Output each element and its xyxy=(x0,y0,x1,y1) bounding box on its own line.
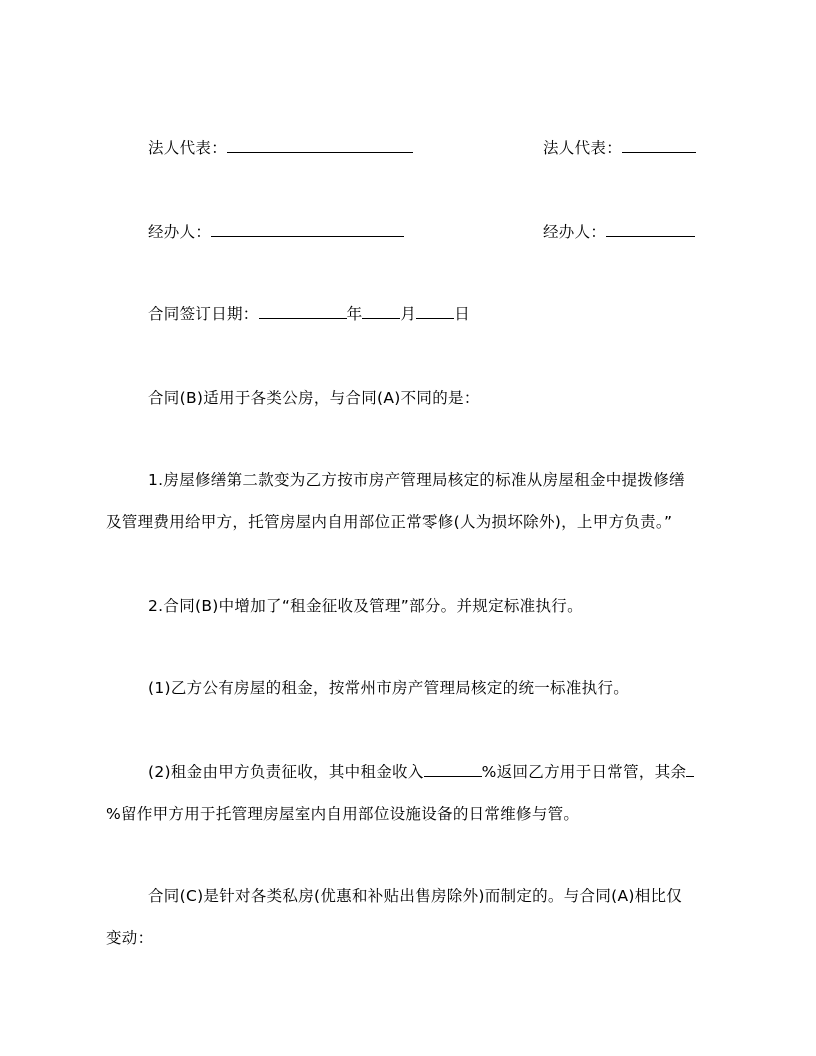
year-blank xyxy=(259,304,347,319)
right-agent-label: 经办人： xyxy=(543,223,607,241)
day-label: 日 xyxy=(454,305,471,323)
percent-blank-2 xyxy=(686,762,694,777)
left-agent-blank xyxy=(211,222,404,237)
month-blank xyxy=(362,304,400,319)
paragraph-4-part-b: %返回乙方用于日常管，其余 xyxy=(481,763,687,781)
right-rep-line xyxy=(543,138,696,158)
month-label: 月 xyxy=(400,305,417,323)
right-agent-line xyxy=(543,222,695,242)
left-agent-line xyxy=(148,222,404,242)
paragraph-4-part-a: (2)租金由甲方负责征收，其中租金收入 xyxy=(148,763,424,781)
paragraph-4-line-1 xyxy=(148,762,694,782)
right-agent-blank xyxy=(606,222,695,237)
left-rep-blank xyxy=(227,138,413,153)
paragraph-4-line-2: %留作甲方用于托管理房屋室内自用部位设施设备的日常维修与管。 xyxy=(106,805,580,823)
paragraph-c-line-2: 变动： xyxy=(106,929,154,947)
paragraph-3: (1)乙方公有房屋的租金，按常州市房产管理局核定的统一标准执行。 xyxy=(148,679,630,697)
paragraph-1-line-1: 1.房屋修缮第二款变为乙方按市房产管理局核定的标准从房屋租金中提拨修缮 xyxy=(148,471,685,489)
right-rep-label: 法人代表： xyxy=(543,139,623,157)
paragraph-2: 2.合同(B)中增加了“租金征收及管理”部分。并规定标准执行。 xyxy=(148,597,583,615)
paragraph-1-line-2: 及管理费用给甲方，托管房屋内自用部位正常零修(人为损坏除外)，上甲方负责。” xyxy=(106,513,673,531)
right-rep-blank xyxy=(622,138,696,153)
sign-date-line xyxy=(148,304,470,324)
percent-blank-1 xyxy=(424,762,482,777)
paragraph-b-intro: 合同(B)适用于各类公房，与合同(A)不同的是： xyxy=(148,389,480,407)
sign-date-label: 合同签订日期： xyxy=(148,305,259,323)
left-rep-label: 法人代表： xyxy=(148,139,228,157)
day-blank xyxy=(416,304,454,319)
left-agent-label: 经办人： xyxy=(148,223,212,241)
paragraph-c-line-1: 合同(C)是针对各类私房(优惠和补贴出售房除外)而制定的。与合同(A)相比仅 xyxy=(148,887,683,905)
left-rep-line xyxy=(148,138,413,158)
year-label: 年 xyxy=(346,305,363,323)
